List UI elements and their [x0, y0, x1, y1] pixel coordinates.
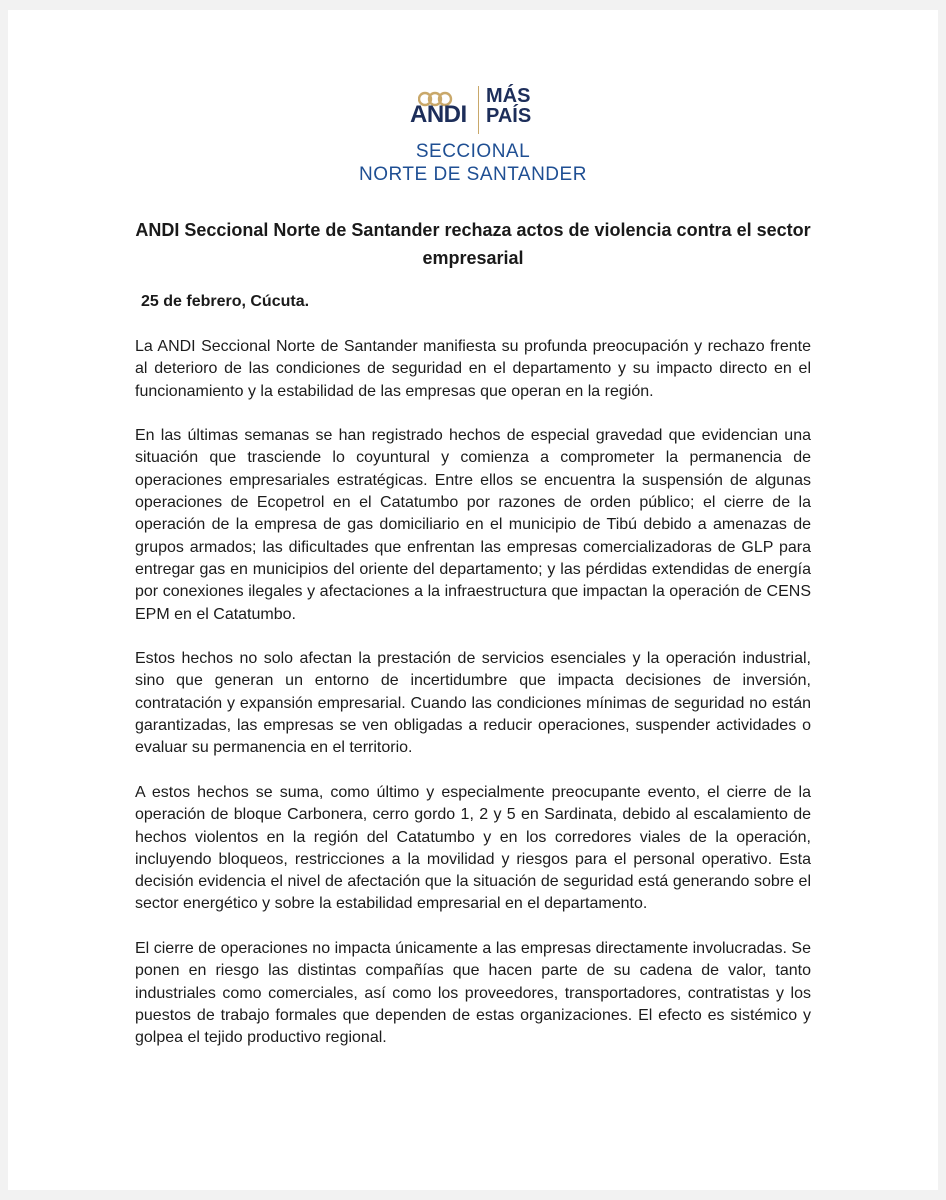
logo-tagline-line1: MÁS [486, 85, 531, 107]
paragraph: La ANDI Seccional Norte de Santander manifiesta su profunda preocupación y rechazo frente al deterioro de las condiciones de seguridad en el departamento y su impacto directo en el funcionamiento y la estabilidad de las empresas que operan en la región. [135, 338, 811, 400]
logo-tagline-line2: PAÍS [486, 105, 532, 127]
paragraph: En las últimas semanas se han registrado hechos de especial gravedad que evidencian una situación que trasciende lo coyuntural y comienza a comprometer la permanencia de operaciones empresariales estratégicas. Entre ellos se encuentra la suspensión de algunas operaciones de Ecopetrol en el Catatumbo por razones de orden público; el cierre de la operación de la empresa de gas domiciliario en el municipio de Tibú debido a amenazas de grupos armados; las dificultades que enfrentan las empresas comercializadoras de GLP para entregar gas en municipios del oriente del departamento; y las pérdidas extendidas de energía por conexiones ilegales y afectaciones a la infraestructura que impactan la operación de CENS EPM en el Catatumbo. [135, 427, 811, 623]
document-date: 25 de febrero, Cúcuta. [141, 293, 310, 310]
paragraph: Estos hechos no solo afectan la prestación de servicios esenciales y la operación industrial, sino que generan un entorno de incertidumbre que impacta decisiones de inversión, contratación y expansión empresarial. Cuando las condiciones mínimas de seguridad no están garantizadas, las empresas se ven obligadas a reducir operaciones, suspender actividades o evaluar su permanencia en el territorio. [135, 650, 811, 757]
andi-logo [8, 80, 938, 190]
logo-tagline [486, 86, 546, 126]
document-title: ANDI Seccional Norte de Santander rechaza actos de violencia contra el sector empresarial [135, 220, 811, 268]
logo-section-line1: SECCIONAL [415, 141, 531, 162]
paragraph: A estos hechos se suma, como último y especialmente preocupante evento, el cierre de la operación de bloque Carbonera, cerro gordo 1, 2 y 5 en Sardinata, debido al escalamiento de hechos violentos en la región del Catatumbo y en los corredores viales de la operación, incluyendo bloqueos, restricciones a la movilidad y riesgos para el personal operativo. Esta decisión evidencia el nivel de afectación que la situación de seguridad está generando sobre el sector energético y sobre la estabilidad empresarial en el departamento. [135, 783, 811, 913]
logo-divider [478, 86, 479, 134]
document-body [135, 336, 811, 1072]
document-page [8, 10, 938, 1190]
logo-mark [410, 86, 550, 136]
logo-andi-text: ANDI [410, 101, 467, 128]
logo-section-name [8, 140, 938, 186]
paragraph: El cierre de operaciones no impacta únicamente a las empresas directamente involucradas. Se ponen en riesgo las distintas compañías que hacen parte de su cadena de valor, tanto industriales como comerciales, así como los proveedores, transportadores, contratistas y los puestos de trabajo formales que dependen de estas organizaciones. El efecto es sistémico y golpea el tejido productivo regional. [135, 940, 811, 1047]
logo-section-line2: NORTE DE SANTANDER [359, 164, 587, 185]
